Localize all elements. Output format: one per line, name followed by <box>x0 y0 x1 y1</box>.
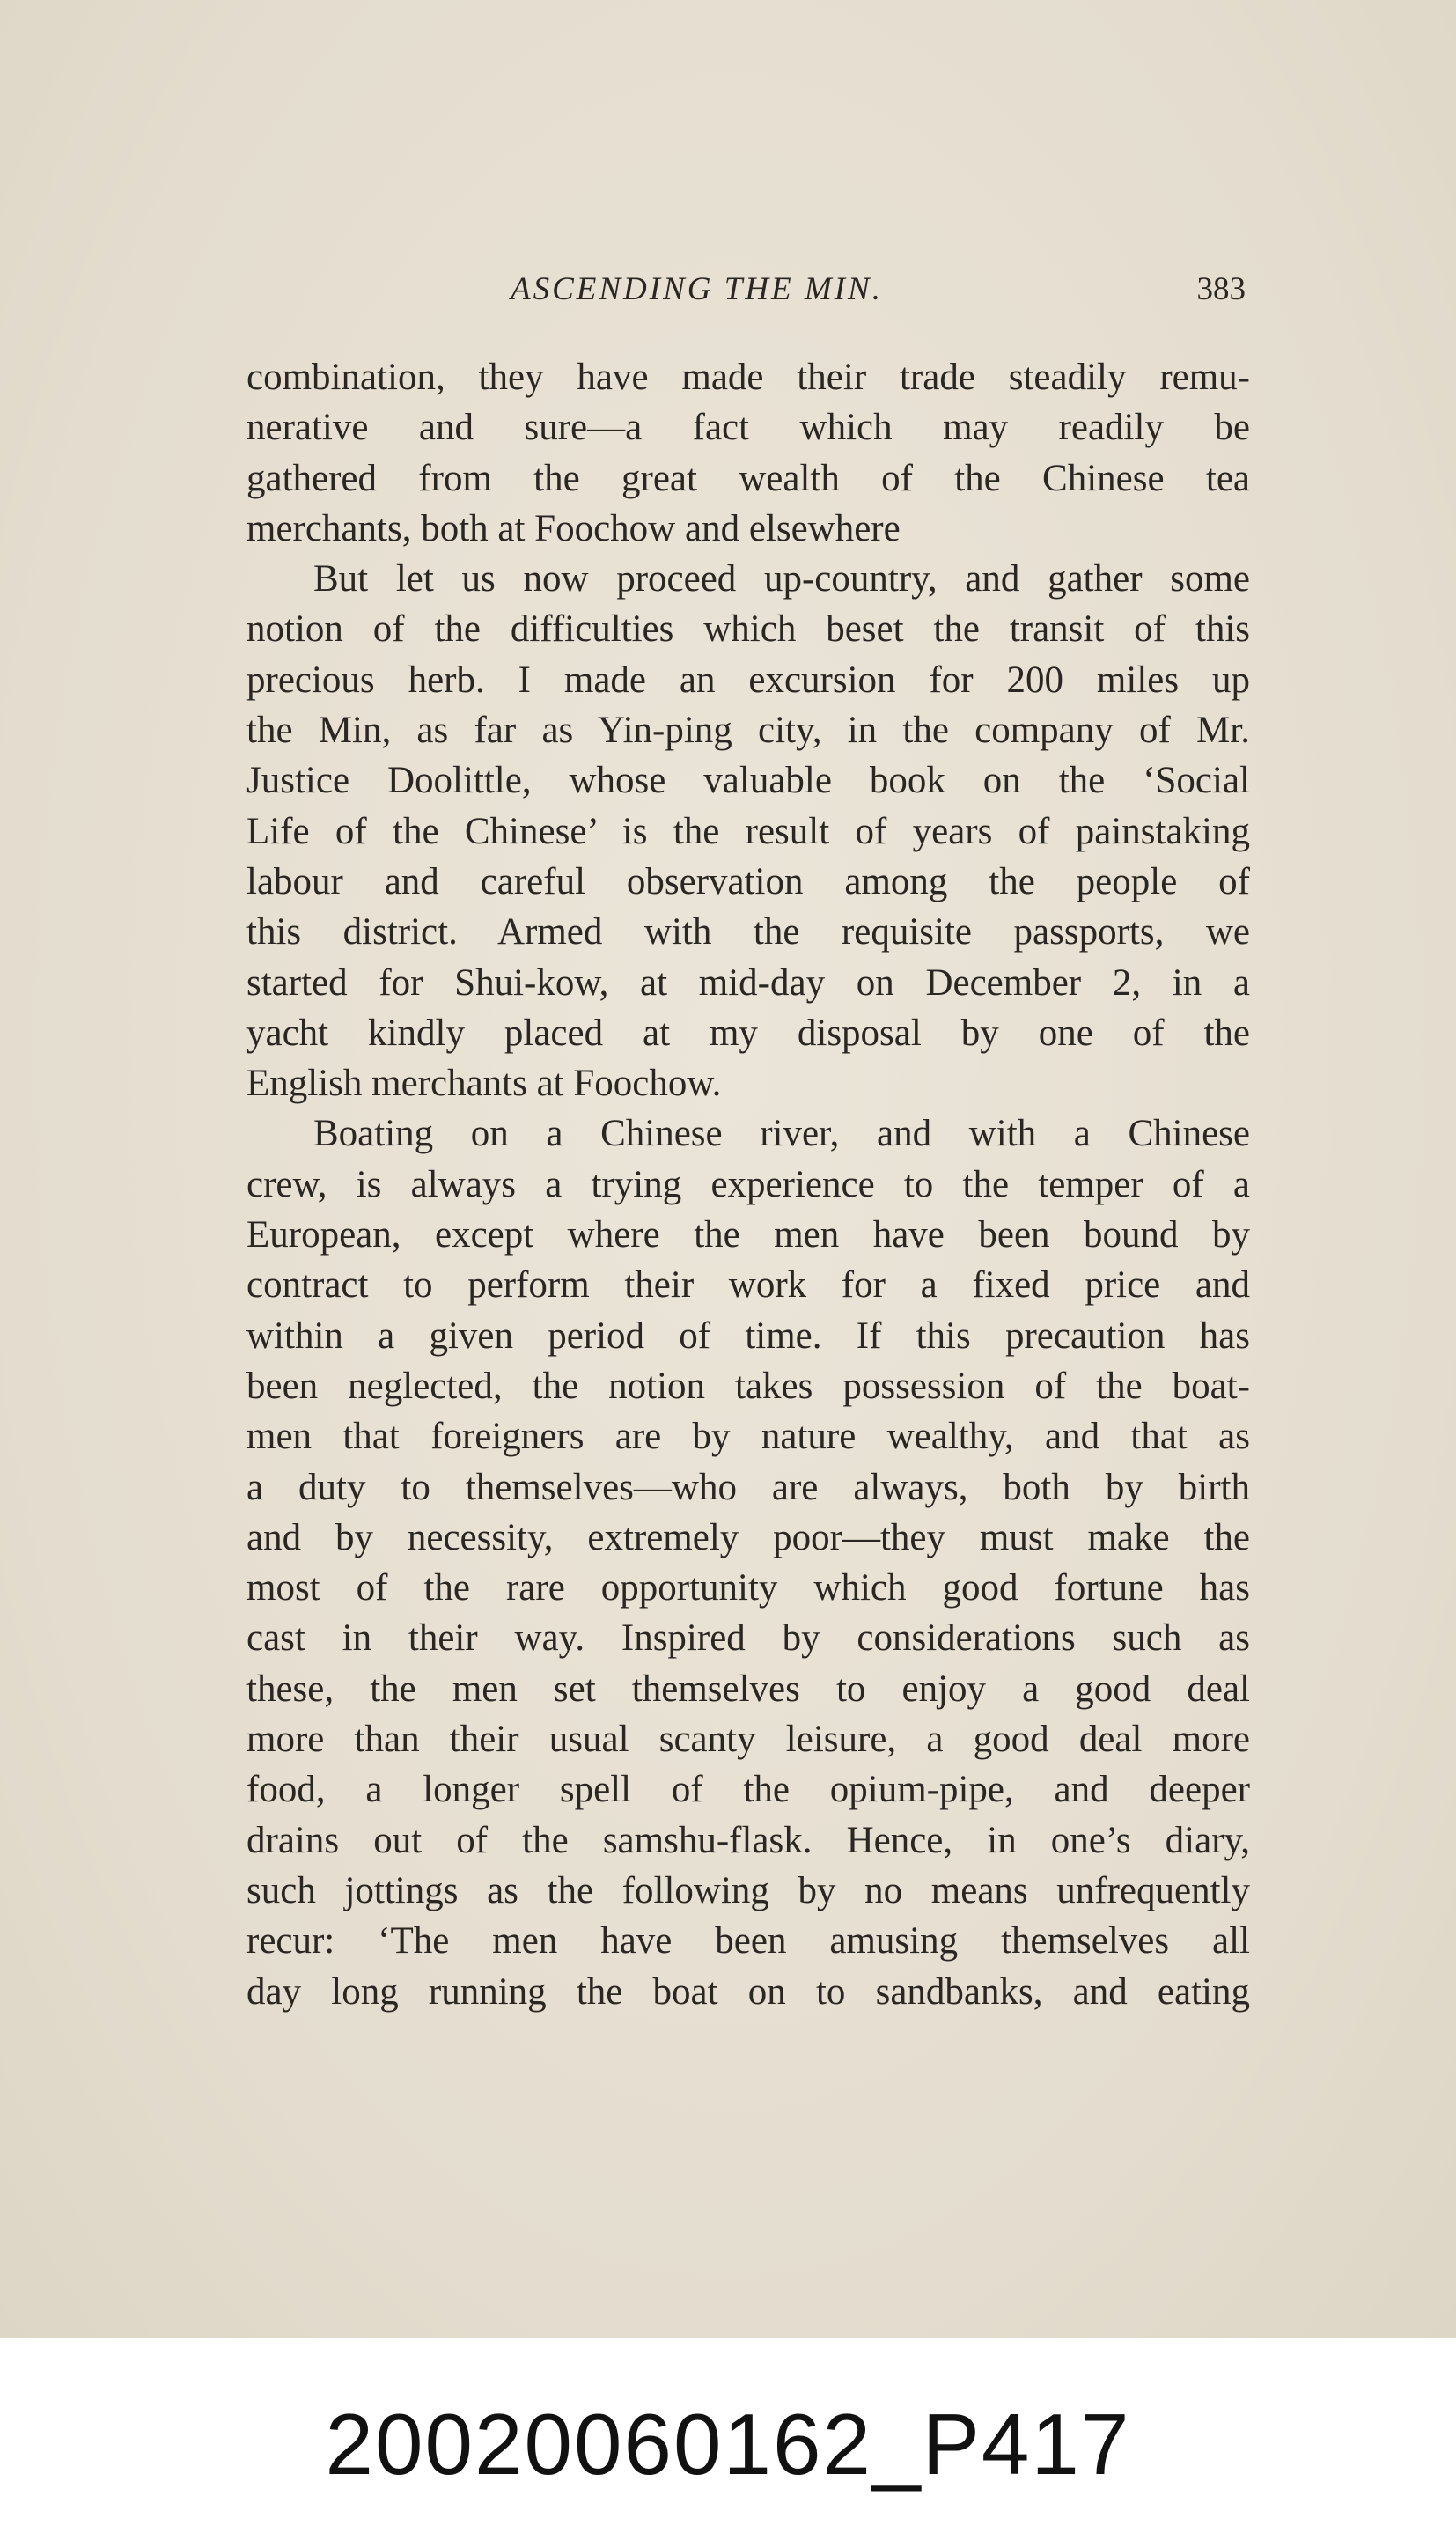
text-line: most of the rare opportunity which good fortune has <box>246 1567 1250 1609</box>
text-line: these, the men set themselves to enjoy a good deal <box>246 1668 1250 1710</box>
text-line: labour and careful observation among the people of <box>246 860 1250 902</box>
text-line: Life of the Chinese’ is the result of years of painstaking <box>246 810 1250 852</box>
text-line: merchants, both at Foochow and elsewhere <box>246 507 901 549</box>
text-line: day long running the boat on to sandbanks, and eating <box>246 1970 1250 2013</box>
archive-label-area <box>0 2338 1456 2548</box>
text-line: European, except where the men have been bound by <box>246 1214 1250 1256</box>
text-line: the Min, as far as Yin-ping city, in the company of Mr. <box>246 710 1250 752</box>
body-text <box>246 352 1250 2017</box>
text-line: such jottings as the following by no means unfrequently <box>246 1869 1250 1911</box>
text-line: men that foreigners are by nature wealthy, and that as <box>246 1416 1250 1458</box>
text-line: drains out of the samshu-flask. Hence, in one’s diary, <box>246 1819 1250 1861</box>
text-line: more than their usual scanty leisure, a good deal more <box>246 1719 1250 1761</box>
text-line: and by necessity, extremely poor—they must make the <box>246 1516 1250 1558</box>
text-line: nerative and sure—a fact which may readily be <box>246 407 1250 449</box>
text-line: contract to perform their work for a fixed price and <box>246 1264 1250 1307</box>
text-line: food, a longer spell of the opium-pipe, and deeper <box>246 1769 1250 1811</box>
text-line: gathered from the great wealth of the Chinese tea <box>246 457 1250 499</box>
text-line: precious herb. I made an excursion for 200 miles up <box>246 659 1250 701</box>
page-header <box>246 270 1250 314</box>
text-line: English merchants at Foochow. <box>246 1063 722 1105</box>
text-line: within a given period of time. If this precaution has <box>246 1315 1250 1357</box>
text-line: combination, they have made their trade steadily remu- <box>246 357 1250 398</box>
text-line: recur: ‘The men have been amusing themselves all <box>246 1920 1250 1963</box>
text-line: notion of the difficulties which beset the transit of this <box>246 608 1250 651</box>
page-number: 383 <box>1196 271 1246 307</box>
text-line: Justice Doolittle, whose valuable book on the ‘Social <box>246 760 1250 802</box>
text-line: this district. Armed with the requisite passports, we <box>246 911 1250 954</box>
archive-id-label: 20020060162_P417 <box>325 2396 1131 2493</box>
text-line: crew, is always a trying experience to the temper of a <box>246 1163 1250 1205</box>
text-line: a duty to themselves—who are always, both by birth <box>246 1466 1250 1508</box>
text-line: cast in their way. Inspired by considerations such as <box>246 1617 1250 1660</box>
text-line: Boating on a Chinese river, and with a Chinese <box>313 1113 1250 1155</box>
text-line: started for Shui-kow, at mid-day on December 2, in a <box>246 961 1250 1004</box>
text-line: yacht kindly placed at my disposal by one of the <box>246 1012 1250 1054</box>
running-title: ASCENDING THE MIN. <box>511 271 883 307</box>
text-line: But let us now proceed up-country, and gather some <box>313 558 1250 600</box>
text-line: been neglected, the notion takes possession of the boat- <box>246 1365 1250 1407</box>
